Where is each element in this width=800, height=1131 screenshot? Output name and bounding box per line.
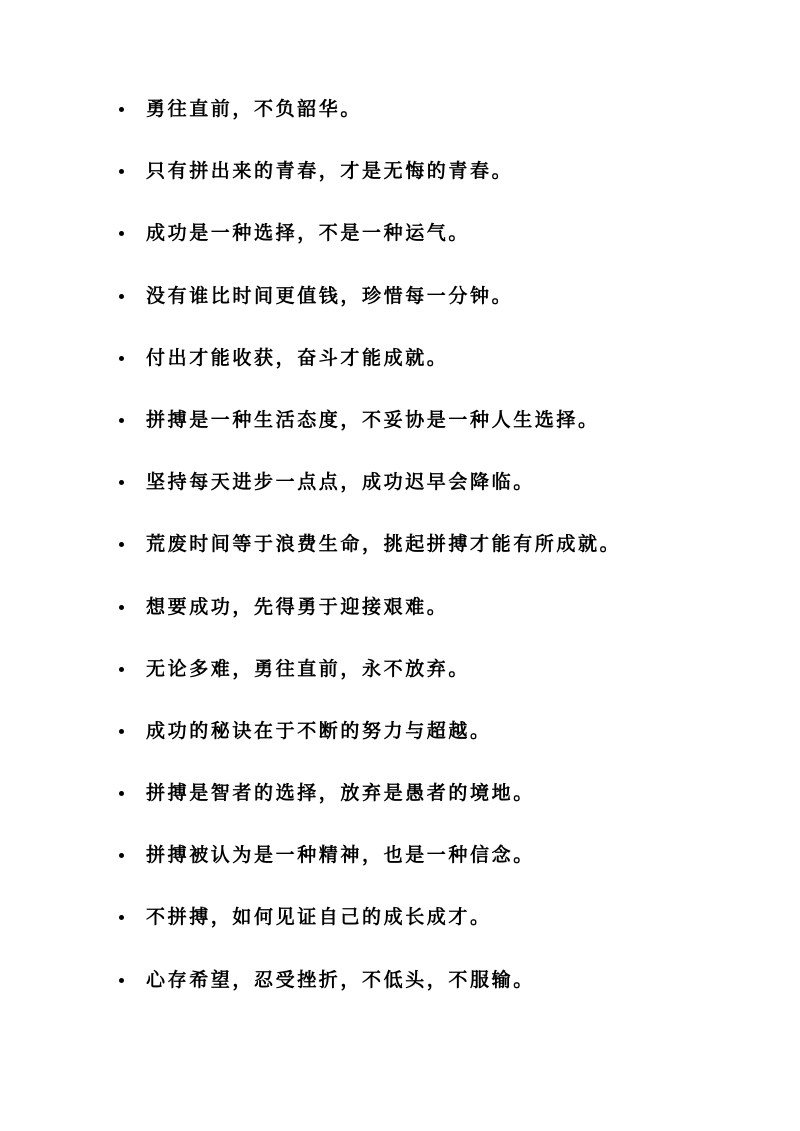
- list-item: [116, 963, 736, 1025]
- quote-text: 只有拼出来的青春，才是无悔的青春。: [146, 160, 514, 183]
- bullet-icon: [119, 978, 124, 983]
- bullet-icon: [119, 294, 124, 299]
- bullet-icon: [119, 542, 124, 547]
- list-item: [116, 279, 736, 341]
- quote-text: 拼搏是智者的选择，放弃是愚者的境地。: [146, 782, 535, 805]
- bullet-icon: [119, 418, 124, 423]
- bullet-icon: [119, 667, 124, 672]
- bullet-icon: [119, 107, 124, 112]
- list-item: [116, 465, 736, 527]
- list-item: [116, 776, 736, 838]
- quote-text: 勇往直前，不负韶华。: [146, 98, 363, 120]
- quote-text: 成功的秘诀在于不断的努力与超越。: [146, 719, 492, 742]
- bullet-icon: [119, 356, 124, 361]
- list-item: [116, 838, 736, 900]
- list-item: [116, 590, 736, 652]
- quote-text: 心存希望，忍受挫折，不低头，不服输。: [146, 968, 535, 991]
- list-item: [116, 92, 736, 154]
- list-item: [116, 216, 736, 278]
- bullet-icon: [119, 169, 124, 174]
- quote-text: 荒废时间等于浪费生命，挑起拼搏才能有所成就。: [146, 533, 622, 556]
- quote-text: 坚持每天进步一点点，成功迟早会降临。: [146, 471, 535, 494]
- bullet-icon: [119, 231, 124, 236]
- list-item: [116, 652, 736, 714]
- bullet-icon: [119, 729, 124, 734]
- bullet-icon: [119, 605, 124, 610]
- quote-list: [116, 92, 736, 1025]
- quote-text: 拼搏被认为是一种精神，也是一种信念。: [146, 844, 535, 867]
- quote-text: 不拼搏，如何见证自己的成长成才。: [146, 906, 492, 929]
- list-item: [116, 900, 736, 962]
- list-item: [116, 714, 736, 776]
- list-item: [116, 403, 736, 465]
- quote-text: 成功是一种选择，不是一种运气。: [146, 222, 471, 245]
- quote-text: 没有谁比时间更值钱，珍惜每一分钟。: [146, 284, 514, 307]
- bullet-icon: [119, 853, 124, 858]
- quote-text: 付出才能收获，奋斗才能成就。: [146, 346, 449, 369]
- quote-text: 无论多难，勇往直前，永不放弃。: [146, 657, 471, 680]
- list-item: [116, 341, 736, 403]
- bullet-icon: [119, 791, 124, 796]
- quote-text: 想要成功，先得勇于迎接艰难。: [146, 595, 449, 618]
- list-item: [116, 154, 736, 216]
- bullet-icon: [119, 480, 124, 485]
- quote-text: 拼搏是一种生活态度，不妥协是一种人生选择。: [146, 408, 600, 431]
- bullet-icon: [119, 915, 124, 920]
- list-item: [116, 527, 736, 589]
